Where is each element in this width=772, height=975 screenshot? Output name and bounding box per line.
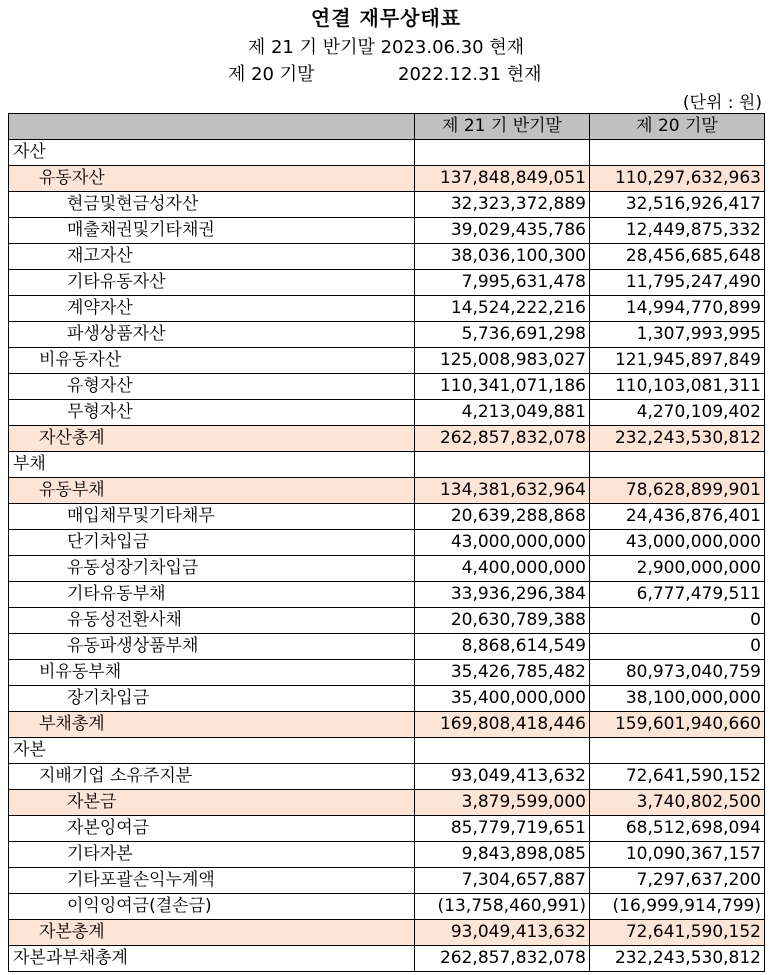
table-row [9, 192, 765, 218]
table-row [9, 764, 765, 790]
value-previous: 68,512,698,094 [590, 816, 765, 842]
row-label: 지배기업 소유주지분 [9, 764, 415, 790]
value-previous: 4,270,109,402 [590, 400, 765, 426]
table-row [9, 166, 765, 192]
value-current: 7,995,631,478 [415, 270, 590, 296]
table-row [9, 920, 765, 946]
value-current: 4,213,049,881 [415, 400, 590, 426]
value-previous: (16,999,914,799) [590, 894, 765, 920]
table-row [9, 530, 765, 556]
value-current: 85,779,719,651 [415, 816, 590, 842]
row-label: 단기차입금 [9, 530, 415, 556]
table-row [9, 218, 765, 244]
statement-title: 연결 재무상태표 [310, 6, 462, 30]
value-previous: 72,641,590,152 [590, 764, 765, 790]
value-current: 43,000,000,000 [415, 530, 590, 556]
table-row [9, 634, 765, 660]
row-label: 장기차입금 [9, 686, 415, 712]
header-current-period: 제 21 기 반기말 [415, 114, 590, 140]
row-label: 이익잉여금(결손금) [9, 894, 415, 920]
value-current: 137,848,849,051 [415, 166, 590, 192]
header-previous-period: 제 20 기말 [590, 114, 765, 140]
value-current: 110,341,071,186 [415, 374, 590, 400]
row-label: 기타포괄손익누계액 [9, 868, 415, 894]
value-current: (13,758,460,991) [415, 894, 590, 920]
table-row [9, 738, 765, 764]
value-previous: 1,307,993,995 [590, 322, 765, 348]
value-previous: 24,436,876,401 [590, 504, 765, 530]
value-previous: 110,103,081,311 [590, 374, 765, 400]
row-label: 계약자산 [9, 296, 415, 322]
value-current: 33,936,296,384 [415, 582, 590, 608]
balance-sheet-table [8, 113, 765, 972]
value-current: 93,049,413,632 [415, 920, 590, 946]
row-label: 현금및현금성자산 [9, 192, 415, 218]
row-label: 파생상품자산 [9, 322, 415, 348]
value-previous [590, 452, 765, 478]
value-previous: 43,000,000,000 [590, 530, 765, 556]
table-row [9, 504, 765, 530]
row-label: 유형자산 [9, 374, 415, 400]
value-previous [590, 140, 765, 166]
period-previous-label: 제 20 기말 [228, 64, 315, 85]
value-current: 3,879,599,000 [415, 790, 590, 816]
row-label: 자본과부채총계 [9, 946, 415, 972]
value-current: 5,736,691,298 [415, 322, 590, 348]
row-label: 무형자산 [9, 400, 415, 426]
table-row [9, 842, 765, 868]
value-current: 14,524,222,216 [415, 296, 590, 322]
value-previous: 7,297,637,200 [590, 868, 765, 894]
table-row [9, 426, 765, 452]
row-label: 기타유동부채 [9, 582, 415, 608]
value-current [415, 140, 590, 166]
row-label: 자본금 [9, 790, 415, 816]
value-previous: 232,243,530,812 [590, 946, 765, 972]
table-body [9, 140, 765, 972]
table-row [9, 140, 765, 166]
table-row [9, 556, 765, 582]
unit-label: (단위 : 원) [682, 93, 762, 113]
row-label: 기타자본 [9, 842, 415, 868]
table-row [9, 946, 765, 972]
value-current: 9,843,898,085 [415, 842, 590, 868]
table-row [9, 374, 765, 400]
table-row [9, 452, 765, 478]
statement-header [0, 0, 772, 112]
value-previous: 110,297,632,963 [590, 166, 765, 192]
table-row [9, 400, 765, 426]
value-previous: 72,641,590,152 [590, 920, 765, 946]
period-current: 제 21 기 반기말 2023.06.30 현재 [247, 37, 525, 58]
table-row [9, 582, 765, 608]
row-label: 유동성장기차입금 [9, 556, 415, 582]
value-current: 32,323,372,889 [415, 192, 590, 218]
value-current: 8,868,614,549 [415, 634, 590, 660]
table-row [9, 868, 765, 894]
value-current [415, 738, 590, 764]
period-previous-date: 2022.12.31 현재 [398, 64, 542, 85]
value-current: 262,857,832,078 [415, 426, 590, 452]
table-row [9, 660, 765, 686]
value-previous: 12,449,875,332 [590, 218, 765, 244]
value-previous: 232,243,530,812 [590, 426, 765, 452]
row-label: 매입채무및기타채무 [9, 504, 415, 530]
value-current: 262,857,832,078 [415, 946, 590, 972]
row-label: 유동부채 [9, 478, 415, 504]
value-previous: 28,456,685,648 [590, 244, 765, 270]
value-current: 4,400,000,000 [415, 556, 590, 582]
value-previous: 11,795,247,490 [590, 270, 765, 296]
row-label: 부채총계 [9, 712, 415, 738]
row-label: 자산 [9, 140, 415, 166]
row-label: 기타유동자산 [9, 270, 415, 296]
value-current: 125,008,983,027 [415, 348, 590, 374]
table-row [9, 816, 765, 842]
value-previous: 38,100,000,000 [590, 686, 765, 712]
value-previous: 121,945,897,849 [590, 348, 765, 374]
value-previous: 14,994,770,899 [590, 296, 765, 322]
value-previous: 78,628,899,901 [590, 478, 765, 504]
period-previous [228, 60, 542, 86]
table-row [9, 270, 765, 296]
row-label: 매출채권및기타채권 [9, 218, 415, 244]
value-previous [590, 738, 765, 764]
value-current: 35,426,785,482 [415, 660, 590, 686]
value-previous: 6,777,479,511 [590, 582, 765, 608]
value-previous: 2,900,000,000 [590, 556, 765, 582]
value-current: 39,029,435,786 [415, 218, 590, 244]
row-label: 자산총계 [9, 426, 415, 452]
table-row [9, 244, 765, 270]
row-label: 유동자산 [9, 166, 415, 192]
table-row [9, 686, 765, 712]
value-current: 93,049,413,632 [415, 764, 590, 790]
value-previous: 0 [590, 608, 765, 634]
table-row [9, 608, 765, 634]
value-current: 7,304,657,887 [415, 868, 590, 894]
table-row [9, 894, 765, 920]
row-label: 자본 [9, 738, 415, 764]
value-current: 20,630,789,388 [415, 608, 590, 634]
value-previous: 32,516,926,417 [590, 192, 765, 218]
table-row [9, 296, 765, 322]
row-label: 부채 [9, 452, 415, 478]
value-previous: 159,601,940,660 [590, 712, 765, 738]
value-current [415, 452, 590, 478]
value-previous: 0 [590, 634, 765, 660]
row-label: 비유동자산 [9, 348, 415, 374]
value-current: 169,808,418,446 [415, 712, 590, 738]
row-label: 유동파생상품부채 [9, 634, 415, 660]
value-previous: 80,973,040,759 [590, 660, 765, 686]
table-row [9, 790, 765, 816]
value-previous: 3,740,802,500 [590, 790, 765, 816]
row-label: 자본잉여금 [9, 816, 415, 842]
row-label: 재고자산 [9, 244, 415, 270]
row-label: 자본총계 [9, 920, 415, 946]
header-blank [9, 114, 415, 140]
table-row [9, 348, 765, 374]
table-header-row [9, 114, 765, 140]
value-current: 20,639,288,868 [415, 504, 590, 530]
value-previous: 10,090,367,157 [590, 842, 765, 868]
table-row [9, 322, 765, 348]
row-label: 비유동부채 [9, 660, 415, 686]
row-label: 유동성전환사채 [9, 608, 415, 634]
value-current: 35,400,000,000 [415, 686, 590, 712]
value-current: 134,381,632,964 [415, 478, 590, 504]
table-row [9, 712, 765, 738]
value-current: 38,036,100,300 [415, 244, 590, 270]
table-row [9, 478, 765, 504]
